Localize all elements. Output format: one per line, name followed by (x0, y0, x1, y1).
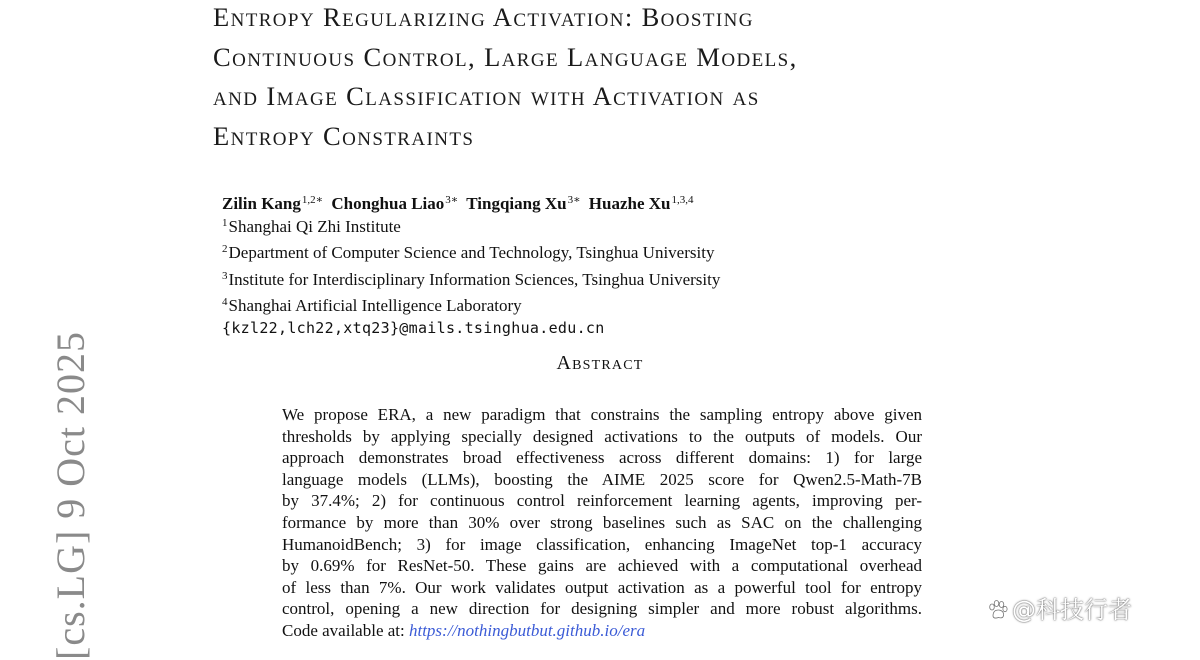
affiliation: $^2$Department of Computer Science and Technology, Tsinghua University (222, 243, 715, 263)
abstract-line: by 37.4%; 2) for continuous control reinforcement learning agents, improving per- (282, 491, 922, 511)
affiliation: $^4$Shanghai Artificial Intelligence Laboratory (222, 295, 522, 315)
arxiv-side-stamp: [cs.LG] 9 Oct 2025 (48, 330, 93, 660)
abstract-line: language models (LLMs), boosting the AIME 2025 score for Qwen2.5-Math-7B (282, 469, 922, 489)
title-line: Entropy Regularizing Activation: Boosting (213, 2, 754, 32)
title-line: Continuous Control, Large Language Models, (213, 41, 798, 72)
paw-icon (986, 598, 1010, 622)
watermark-text: @科技行者 (1012, 596, 1132, 624)
code-availability-label: Code available at: (282, 620, 405, 640)
affiliation: $^3$Institute for Interdisciplinary Information Sciences, Tsinghua University (222, 269, 721, 289)
abstract-line: of less than 7%. Our work validates output activation as a powerful tool for entropy (282, 577, 922, 597)
author-email: {kzl22,lch22,xtq23}@mails.tsinghua.edu.cn (222, 319, 605, 338)
author: Chonghua Liao$^{3∗}$ (331, 194, 459, 213)
affiliation: $^1$Shanghai Qi Zhi Institute (222, 217, 401, 236)
abstract-heading: Abstract (556, 352, 644, 374)
abstract-line: by 0.69% for ResNet-50. These gains are achieved with a computational overhead (282, 556, 922, 576)
abstract-line: thresholds by applying specially designed activations to the outputs of models. Our (282, 426, 922, 446)
paper-title (213, 0, 1013, 156)
abstract-line: HumanoidBench; 3) for image classification, enhancing ImageNet top-1 accuracy (282, 534, 922, 554)
affiliation-list (222, 212, 720, 339)
watermark (986, 590, 1132, 625)
title-line: Entropy Constraints (213, 120, 475, 151)
author-affiliation-marks: 3∗ (445, 194, 459, 206)
author: Tingqiang $Xu^{3∗}$ (466, 194, 581, 213)
abstract-line: formance by more than 30% over strong baselines such as SAC on the challenging (282, 512, 922, 532)
code-availability-line (282, 620, 922, 642)
author-affiliation-marks: 1,2∗ (301, 194, 324, 206)
author: Zilin Kang$^{1,2∗}$ (222, 194, 324, 213)
author: Huazhe Xu$^{1,3,4}$ (588, 194, 694, 213)
title-line: and Image Classification with Activation as (213, 81, 760, 111)
code-link[interactable]: https://nothingbutbut.github.io/era (408, 620, 646, 640)
author-affiliation-marks: 1,3,4 (671, 194, 694, 206)
author-affiliation-marks: 3∗ (567, 194, 581, 206)
abstract-line: control, opening a new direction for designing simpler and more robust algorithms. (282, 599, 922, 619)
abstract-line: approach demonstrates broad effectiveness across different domains: 1) for large (282, 448, 922, 468)
abstract-line: We propose ERA, a new paradigm that constrains the sampling entropy above given (282, 405, 922, 424)
abstract-text (282, 404, 922, 642)
